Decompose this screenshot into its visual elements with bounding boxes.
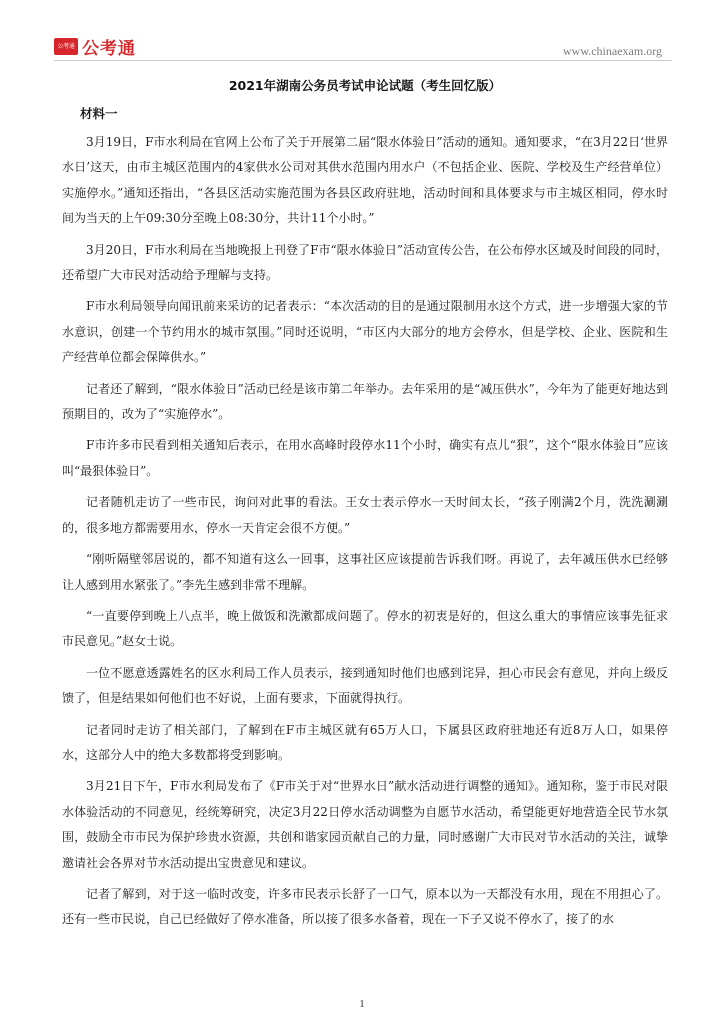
paragraph: 记者还了解到，“限水体验日”活动已经是该市第二年举办。去年采用的是“减压供水”，今年为了能更好地达到预期目的，改为了“实施停水”。 [62, 381, 668, 422]
page-header [0, 0, 724, 62]
paragraph: 记者随机走访了一些市民，询问对此事的看法。王女士表示停水一天时间太长，“孩子刚满2个月，洗洗涮涮的，很多地方都需要用水，停水一天肯定会很不方便。” [62, 495, 668, 535]
paragraph: “一直要停到晚上八点半，晚上做饭和洗漱都成问题了。停水的初衷是好的，但这么重大的事情应该事先征求市民意见。”赵女士说。 [62, 608, 668, 649]
paragraph: “刚听隔壁邻居说的，都不知道有这么一回事，这事社区应该提前告诉我们呀。再说了，去年减压供水已经够让人感到用水紧张了。”李先生感到非常不理解。 [62, 552, 668, 592]
brand-logo[interactable] [54, 34, 136, 59]
paragraph: F市许多市民看到相关通知后表示，在用水高峰时段停水11个小时，确实有点儿“狠”，这个“限水体验日”应该叫“最狠体验日”。 [62, 438, 668, 478]
site-url[interactable]: www.chinaexam.org [563, 44, 662, 58]
paragraph: 3月21日下午，F市水利局发布了《F市关于对“世界水日”献水活动进行调整的通知》。通知称，鉴于市民对限水体验活动的不同意见，经统筹研究，决定3月22日停水活动调整为自愿节水活动，希望能更好地营造全民节水氛围，鼓励全市市民为保护珍贵水资源，共创和谐家园贡献自己的力量，同时感谢广大市民对节水活动的关注，诚挚邀请社会各界对节水活动提出宝贵意见和建议。 [62, 779, 668, 870]
paragraph: 一位不愿意透露姓名的区水利局工作人员表示，接到通知时他们也感到诧异，担心市民会有意见，并向上级反馈了，但是结果如何他们也不好说，上面有要求，下面就得执行。 [62, 665, 668, 706]
document-body [62, 76, 668, 939]
paragraph: F市水利局领导向闻讯前来采访的记者表示：“本次活动的目的是通过限制用水这个方式，进一步增强大家的节水意识，创建一个节约用水的城市氛围。”同时还说明，“市区内大部分的地方会停水，但是学校、企业、医院和生产经营单位都会保障供水。” [62, 299, 668, 365]
logo-badge-icon: 公考通 [54, 38, 78, 55]
paragraph: 3月19日，F市水利局在官网上公布了关于开展第二届“限水体验日”活动的通知。通知要求，“在3月22日‘世界水日’这天，由市主城区范围内的4家供水公司对其供水范围内用水户（不包括企业、医院、学校及生产经营单位）实施停水。”通知还指出，“各县区活动实施范围为各县区政府驻地，活动时间和具体要求与市主城区相同，停水时间为当天的上午09:30分至晚上08:30分，共计11个小时。” [62, 135, 668, 226]
page-number: 1 [359, 998, 365, 1010]
paragraph: 记者同时走访了相关部门，了解到在F市主城区就有65万人口，下属县区政府驻地还有近8万人口，如果停水，这部分人中的绝大多数都将受到影响。 [62, 722, 668, 762]
header-divider [54, 60, 672, 61]
paragraph: 3月20日，F市水利局在当地晚报上刊登了F市“限水体验日”活动宣传公告，在公布停水区域及时间段的同时，还希望广大市民对活动给予理解与支持。 [62, 242, 668, 283]
paragraph: 记者了解到，对于这一临时改变，许多市民表示长舒了一口气，原本以为一天都没有水用，现在不用担心了。还有一些市民说，自己已经做好了停水准备，所以接了很多水备着，现在一下子又说不停水了，接了的水 [62, 886, 668, 927]
section-heading: 材料一 [80, 106, 118, 121]
document-title: 2021年湖南公务员考试申论试题（考生回忆版） [228, 78, 502, 93]
logo-text: 公考通 [82, 39, 136, 59]
